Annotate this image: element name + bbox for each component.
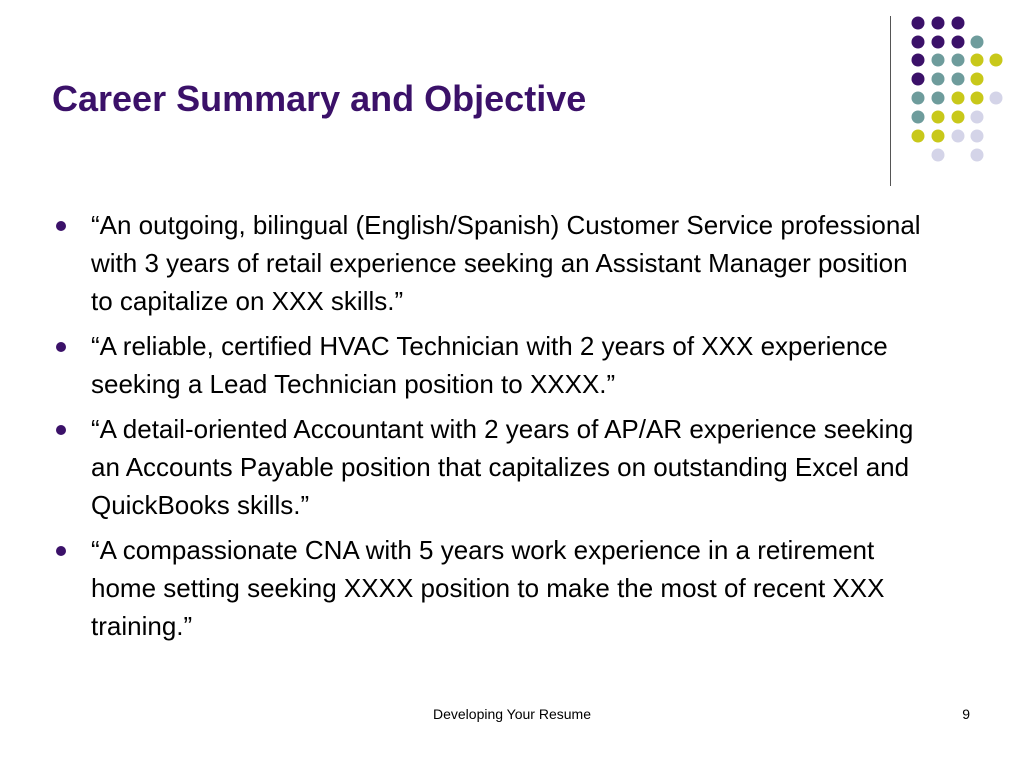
decor-dot [912, 36, 925, 49]
bullet-text: “An outgoing, bilingual (English/Spanish) Customer Service professional with 3 years of retail experience seeking an Assistant Manager position to capitalize on XXX skills.” [91, 210, 921, 316]
decor-dot [952, 130, 965, 143]
decor-dot [932, 36, 945, 49]
slide-title: Career Summary and Objective [52, 78, 587, 119]
page-number: 9 [962, 706, 970, 722]
bullet-text: “A detail-oriented Accountant with 2 years of AP/AR experience seeking an Accounts Payable position that capitalizes on outstanding Excel and QuickBooks skills.” [91, 414, 914, 520]
bullet-item [56, 327, 936, 403]
decor-dot [952, 111, 965, 124]
decor-dot [912, 130, 925, 143]
decor-dot [932, 54, 945, 67]
footer-title: Developing Your Resume [433, 706, 591, 722]
decor-dot [932, 149, 945, 162]
decor-dot [912, 73, 925, 86]
bullet-dot-icon [56, 221, 66, 231]
decor-dot [912, 54, 925, 67]
decor-dot [932, 130, 945, 143]
decor-dot [932, 111, 945, 124]
vertical-divider [890, 16, 891, 186]
bullet-item [56, 410, 936, 524]
decor-dot [952, 36, 965, 49]
decor-dot [952, 17, 965, 30]
decor-dot [971, 36, 984, 49]
decor-dot [952, 92, 965, 105]
decor-dot [971, 111, 984, 124]
decor-dot [990, 92, 1003, 105]
decor-dot [912, 17, 925, 30]
decor-dot [971, 54, 984, 67]
decor-dot [971, 92, 984, 105]
decor-dot [912, 111, 925, 124]
bullet-dot-icon [56, 546, 66, 556]
decor-dot [990, 54, 1003, 67]
decor-dot [932, 92, 945, 105]
bullet-list [56, 206, 936, 652]
bullet-item [56, 531, 936, 645]
bullet-item [56, 206, 936, 320]
decor-dot [952, 73, 965, 86]
decor-dot [971, 73, 984, 86]
decor-dot [932, 17, 945, 30]
decor-dot [912, 92, 925, 105]
bullet-dot-icon [56, 342, 66, 352]
bullet-text: “A compassionate CNA with 5 years work experience in a retirement home setting seeking XXXX position to make the most of recent XXX training.” [91, 535, 885, 641]
bullet-dot-icon [56, 425, 66, 435]
bullet-text: “A reliable, certified HVAC Technician with 2 years of XXX experience seeking a Lead Technician position to XXXX.” [91, 331, 888, 399]
decor-dot [952, 54, 965, 67]
decor-dot [932, 73, 945, 86]
decor-dot [971, 149, 984, 162]
decor-dot [971, 130, 984, 143]
